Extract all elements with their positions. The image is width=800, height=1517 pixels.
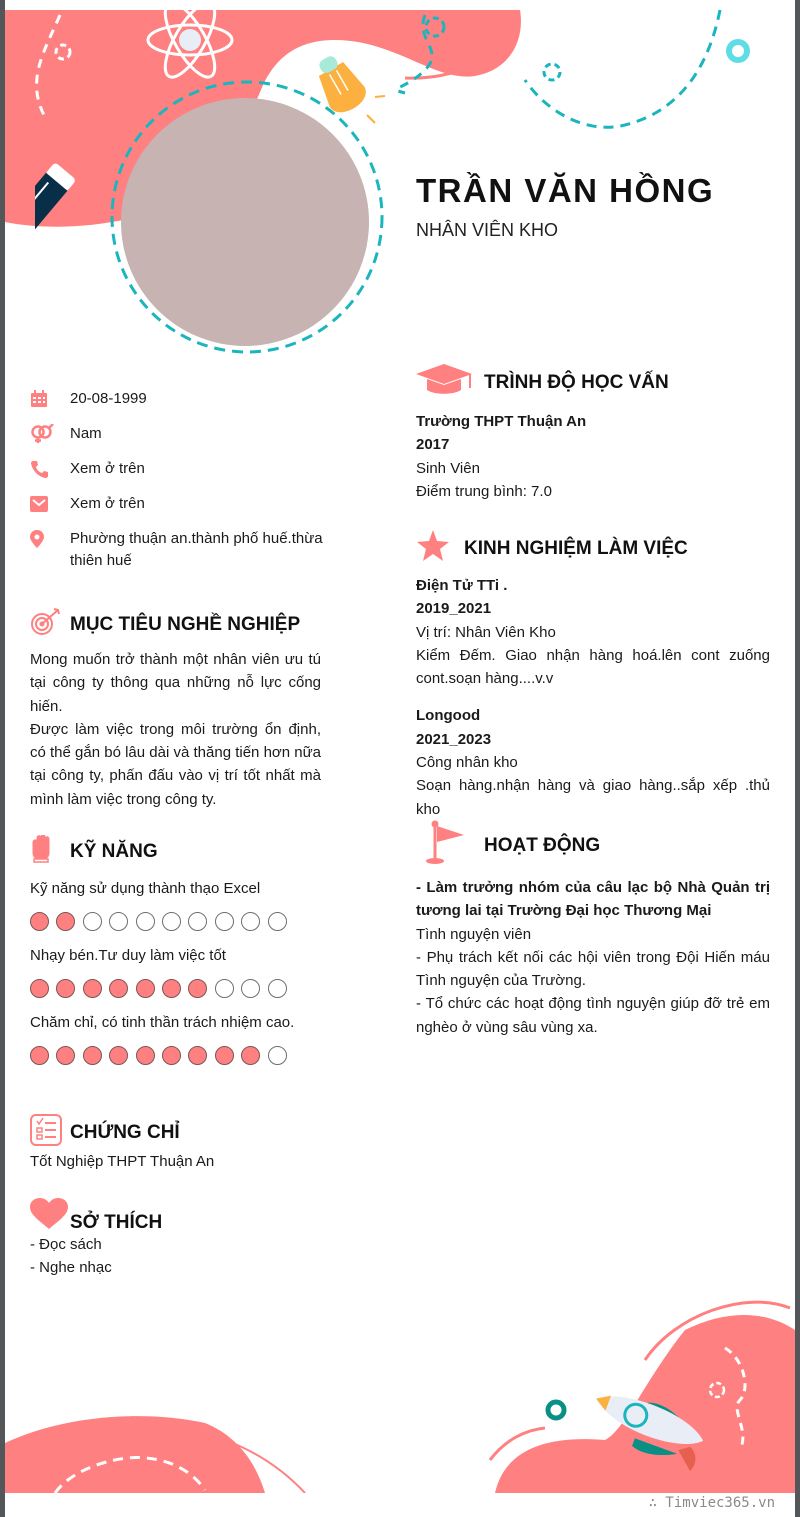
hand-icon <box>30 835 70 868</box>
rating-dot-empty <box>162 912 181 931</box>
gender-value: Nam <box>70 425 102 442</box>
education-major: Sinh Viên <box>416 459 480 477</box>
rating-dot-filled <box>56 1046 75 1065</box>
rating-dot-empty <box>136 912 155 931</box>
cv-page <box>5 0 795 1493</box>
education-heading <box>416 364 669 401</box>
experience-heading <box>416 530 688 567</box>
rating-dot-empty <box>268 979 287 998</box>
skill-rating <box>30 912 330 931</box>
school-name: Trường THPT Thuận An <box>416 413 587 430</box>
job-entry <box>416 704 770 820</box>
objective-paragraph: Được làm việc trong môi trường ổn định, có thể gắn bó lâu dài và thăng tiến hơn nữa tại công ty, phấn đấu vào vị trí tốt nhất mà mình làm việc trong công ty. <box>30 720 321 808</box>
education-entry <box>416 410 776 503</box>
rating-dot-filled <box>162 979 181 998</box>
job-title: NHÂN VIÊN KHO <box>416 220 559 240</box>
job-entry <box>416 574 770 690</box>
checklist-icon <box>30 1114 70 1151</box>
job-description: Soạn hàng.nhận hàng và giao hàng..sắp xếp .thủ kho <box>416 777 770 818</box>
activity-line: - Phụ trách kết nối các hội viên trong Đội Hiến máu Tình nguyện của Trường. <box>416 948 770 990</box>
rating-dot-filled <box>30 979 49 998</box>
rating-dot-empty <box>109 912 128 931</box>
contact-birthdate <box>30 388 330 410</box>
rating-dot-empty <box>83 912 102 931</box>
heart-icon <box>30 1198 70 1235</box>
rating-dot-empty <box>188 912 207 931</box>
contact-gender <box>30 423 330 445</box>
rating-dot-filled <box>215 1046 234 1065</box>
skill-item <box>30 878 330 931</box>
rating-dot-filled <box>162 1046 181 1065</box>
activity-line: - Tổ chức các hoạt động tình nguyện giúp đỡ trẻ em nghèo ở vùng sâu vùng xa. <box>416 995 770 1036</box>
objective-paragraph: Mong muốn trở thành một nhân viên ưu tú tại công ty thông qua những nỗ lực cống hiến. <box>30 651 321 715</box>
certificates-heading <box>30 1114 180 1151</box>
activity-headline: - Làm trưởng nhóm của câu lạc bộ Nhà Quản trị tương lai tại Trường Đại học Thương Mại <box>416 879 770 920</box>
job-period: 2019_2021 <box>416 600 492 618</box>
skills-heading <box>30 835 158 868</box>
experience-list <box>416 574 770 821</box>
hobbies-list <box>30 1233 330 1280</box>
skill-item <box>30 945 330 998</box>
rating-dot-filled <box>83 1046 102 1065</box>
hobbies-heading <box>30 1198 162 1235</box>
experience-title: KINH NGHIỆM LÀM VIỆC <box>464 537 688 559</box>
rating-dot-filled <box>56 979 75 998</box>
objective-heading <box>30 608 300 641</box>
rating-dot-filled <box>241 1046 260 1065</box>
email-value: Xem ở trên <box>70 495 145 512</box>
skill-label: Chăm chỉ, có tinh thần trách nhiệm cao. <box>30 1014 295 1031</box>
job-period: 2021_2023 <box>416 730 492 748</box>
flag-icon <box>416 820 484 871</box>
rating-dot-filled <box>109 1046 128 1065</box>
rating-dot-filled <box>188 1046 207 1065</box>
watermark: ∴ Timviec365.vn <box>648 1495 775 1511</box>
rating-dot-filled <box>30 1046 49 1065</box>
objective-title: MỤC TIÊU NGHỀ NGHIỆP <box>70 613 301 635</box>
rating-dot-empty <box>268 1046 287 1065</box>
gender-icon <box>30 423 70 445</box>
target-icon <box>30 608 70 641</box>
education-gpa: Điểm trung bình: 7.0 <box>416 482 552 500</box>
rating-dot-filled <box>109 979 128 998</box>
rating-dot-filled <box>30 912 49 931</box>
location-pin-icon <box>30 528 70 550</box>
objective-text <box>30 648 321 811</box>
rating-dot-empty <box>268 912 287 931</box>
job-description: Kiểm Đếm. Giao nhận hàng hoá.lên cont zuống cont.soạn hàng....v.v <box>416 646 770 688</box>
activities-title: HOẠT ĐỘNG <box>484 834 601 856</box>
certificate-item: Tốt Nghiệp THPT Thuận An <box>30 1153 215 1170</box>
phone-icon <box>30 458 70 480</box>
activities-heading <box>416 820 600 871</box>
star-icon <box>416 530 464 567</box>
skill-rating <box>30 1046 330 1065</box>
rating-dot-filled <box>136 979 155 998</box>
skills-title: KỸ NĂNG <box>70 840 158 862</box>
email-icon <box>30 493 70 515</box>
rating-dot-empty <box>241 979 260 998</box>
contact-phone <box>30 458 330 480</box>
pencil-icon <box>35 150 165 260</box>
contact-email <box>30 493 330 515</box>
rating-dot-empty <box>215 912 234 931</box>
activity-role: Tình nguyện viên <box>416 925 532 943</box>
skill-item <box>30 1012 330 1065</box>
rating-dot-empty <box>215 979 234 998</box>
hobby-item: - Nghe nhạc <box>30 1259 112 1277</box>
skill-rating <box>30 979 330 998</box>
lightbulb-icon <box>308 49 371 119</box>
candidate-name: TRẦN VĂN HỒNG <box>416 172 715 209</box>
job-company: Longood <box>416 707 481 725</box>
birthdate-value: 20-08-1999 <box>70 390 147 407</box>
calendar-icon <box>30 388 70 410</box>
graduation-cap-icon <box>416 364 484 401</box>
footer-bar <box>5 1493 795 1517</box>
job-company: Điện Tử TTi . <box>416 577 508 594</box>
phone-value: Xem ở trên <box>70 460 145 477</box>
skill-label: Kỹ năng sử dụng thành thạo Excel <box>30 880 261 897</box>
activities-text <box>416 876 770 1039</box>
footer-decoration <box>5 1290 795 1493</box>
education-title: TRÌNH ĐỘ HỌC VẤN <box>484 371 669 393</box>
contact-address <box>30 528 330 572</box>
education-year: 2017 <box>416 436 450 454</box>
rating-dot-filled <box>188 979 207 998</box>
certificates-title: CHỨNG CHỈ <box>70 1121 180 1143</box>
hobby-item: - Đọc sách <box>30 1236 102 1253</box>
skills-list <box>30 878 330 1079</box>
rating-dot-filled <box>56 912 75 931</box>
job-position: Vị trí: Nhân Viên Kho <box>416 623 556 641</box>
contact-info <box>30 388 330 585</box>
rating-dot-empty <box>241 912 260 931</box>
skill-label: Nhạy bén.Tư duy làm việc tốt <box>30 947 226 964</box>
job-position: Công nhân kho <box>416 754 518 772</box>
address-value: Phường thuận an.thành phố huế.thừa thiên huế <box>70 530 323 569</box>
hobbies-title: SỞ THÍCH <box>70 1211 163 1233</box>
rating-dot-filled <box>83 979 102 998</box>
rating-dot-filled <box>136 1046 155 1065</box>
